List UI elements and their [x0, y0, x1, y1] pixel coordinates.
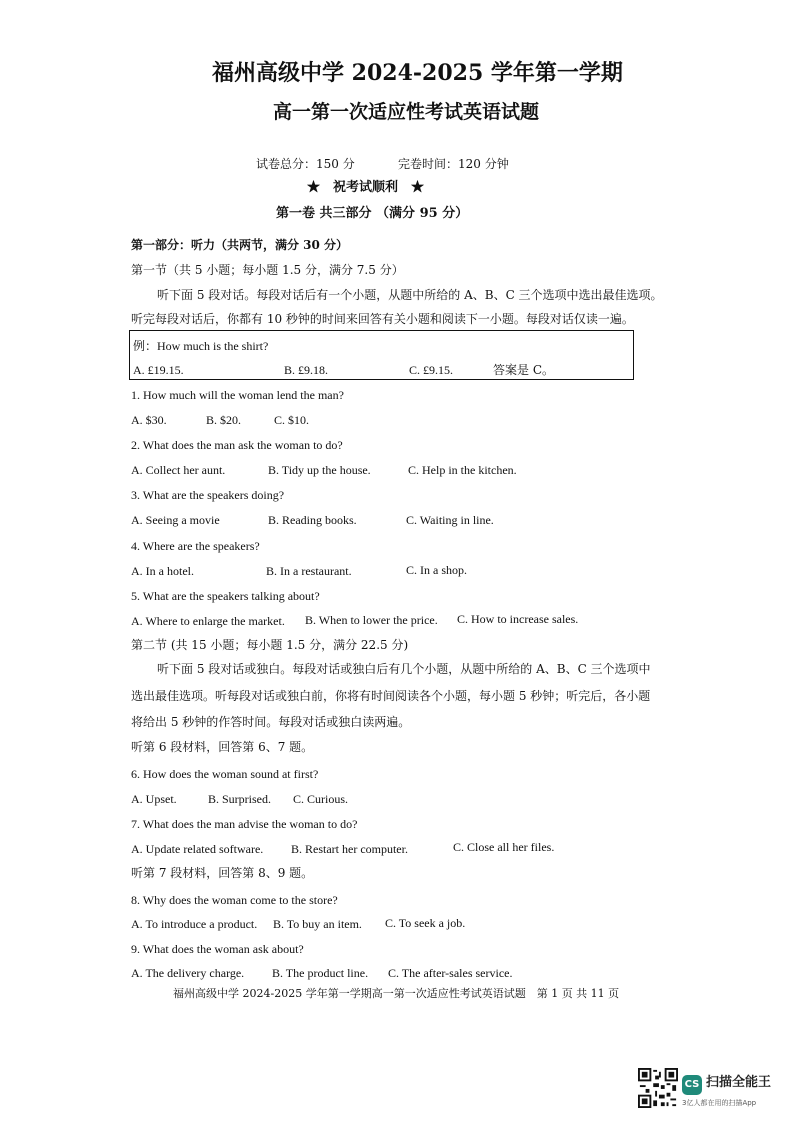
question-3-option-c: C. Waiting in line. — [406, 513, 494, 527]
question-7-option-a: A. Update related software. — [131, 842, 264, 856]
qr-code-icon — [638, 1068, 678, 1108]
exam-time: 完卷时间：120 分钟 — [398, 157, 509, 171]
question-4-option-b: B. In a restaurant. — [266, 564, 352, 578]
question-1-option-a: A. $30. — [131, 413, 167, 427]
question-2-option-b: B. Tidy up the house. — [268, 463, 371, 477]
question-3-option-a: A. Seeing a movie — [131, 513, 220, 527]
question-8-option-a: A. To introduce a product. — [131, 917, 258, 931]
question-7-option-b: B. Restart her computer. — [291, 842, 408, 856]
question-7: 7. What does the man advise the woman to do? — [131, 817, 358, 831]
question-1: 1. How much will the woman lend the man? — [131, 388, 344, 402]
question-2: 2. What does the man ask the woman to do? — [131, 438, 343, 452]
question-9: 9. What does the woman ask about? — [131, 942, 304, 956]
question-2-option-a: A. Collect her aunt. — [131, 463, 226, 477]
question-3: 3. What are the speakers doing? — [131, 488, 285, 502]
question-4: 4. Where are the speakers? — [131, 539, 260, 553]
exam-title: 福州高级中学 2024-2025 学年第一学期 — [212, 60, 623, 86]
question-3-option-b: B. Reading books. — [268, 513, 357, 527]
scanner-app-name: 扫描全能王 — [706, 1075, 772, 1090]
section1-instruction-1: 听下面 5 段对话。每段对话后有一个小题，从题中所给的 A、B、C 三个选项中选出最佳选项。 — [157, 288, 663, 302]
question-5-option-b: B. When to lower the price. — [305, 613, 438, 627]
section1-heading: 第一节（共 5 小题；每小题 1.5 分，满分 7.5 分） — [131, 263, 404, 277]
question-4-option-a: A. In a hotel. — [131, 564, 194, 578]
question-7-option-c: C. Close all her files. — [453, 840, 555, 854]
question-6: 6. How does the woman sound at first? — [131, 767, 319, 781]
example-question: 例：How much is the shirt? — [133, 339, 269, 353]
camscanner-logo-icon: CS — [682, 1075, 702, 1095]
question-8-option-c: C. To seek a job. — [385, 916, 466, 930]
example-option-a: A. £19.15. — [133, 363, 184, 377]
question-9-option-a: A. The delivery charge. — [131, 966, 245, 980]
section2-heading: 第二节 (共 15 小题；每小题 1.5 分，满分 22.5 分) — [131, 638, 409, 652]
total-score: 试卷总分：150 分 — [256, 157, 355, 171]
example-box — [129, 330, 634, 380]
section2-instruction-3: 将给出 5 秒钟的作答时间。每段对话或独白读两遍。 — [131, 715, 411, 729]
example-option-c: C. £9.15. — [409, 363, 454, 377]
material-6-heading: 听第 6 段材料，回答第 6、7 题。 — [131, 740, 314, 754]
question-6-option-a: A. Upset. — [131, 792, 177, 806]
scanner-app-tagline: 3亿人都在用的扫描App — [682, 1099, 757, 1107]
question-9-option-b: B. The product line. — [272, 966, 369, 980]
material-7-heading: 听第 7 段材料，回答第 8、9 题。 — [131, 866, 314, 880]
question-6-option-b: B. Surprised. — [208, 792, 271, 806]
good-luck-wish: ★ 祝考试顺利 ★ — [307, 180, 425, 195]
question-5-option-a: A. Where to enlarge the market. — [131, 614, 285, 628]
question-5-option-c: C. How to increase sales. — [457, 612, 579, 626]
question-4-option-c: C. In a shop. — [406, 563, 467, 577]
section2-instruction-1: 听下面 5 段对话或独白。每段对话或独白后有几个小题，从题中所给的 A、B、C 三个选项中 — [157, 662, 651, 676]
example-option-b: B. £9.18. — [284, 363, 329, 377]
section2-instruction-2: 选出最佳选项。听每段对话或独白前，你将有时间阅读各个小题，每小题 5 秒钟；听完后，各小题 — [131, 689, 651, 703]
question-8: 8. Why does the woman come to the store? — [131, 893, 338, 907]
question-1-option-c: C. $10. — [274, 413, 310, 427]
section1-instruction-2: 听完每段对话后，你都有 10 秒钟的时间来回答有关小题和阅读下一小题。每段对话仅读一遍。 — [131, 312, 634, 326]
question-1-option-b: B. $20. — [206, 413, 242, 427]
question-9-option-c: C. The after-sales service. — [388, 966, 513, 980]
question-5: 5. What are the speakers talking about? — [131, 589, 320, 603]
question-6-option-c: C. Curious. — [293, 792, 349, 806]
example-answer: 答案是 C。 — [493, 363, 554, 377]
question-2-option-c: C. Help in the kitchen. — [408, 463, 517, 477]
volume-heading: 第一卷 共三部分 （满分 95 分） — [276, 206, 469, 221]
question-8-option-b: B. To buy an item. — [273, 917, 362, 931]
page-footer: 福州高级中学 2024-2025 学年第一学期高一第一次适应性考试英语试题 第 1 页 共 11 页 — [173, 987, 620, 1000]
part1-heading: 第一部分：听力（共两节，满分 30 分） — [131, 238, 349, 252]
exam-subtitle: 高一第一次适应性考试英语试题 — [273, 101, 540, 123]
